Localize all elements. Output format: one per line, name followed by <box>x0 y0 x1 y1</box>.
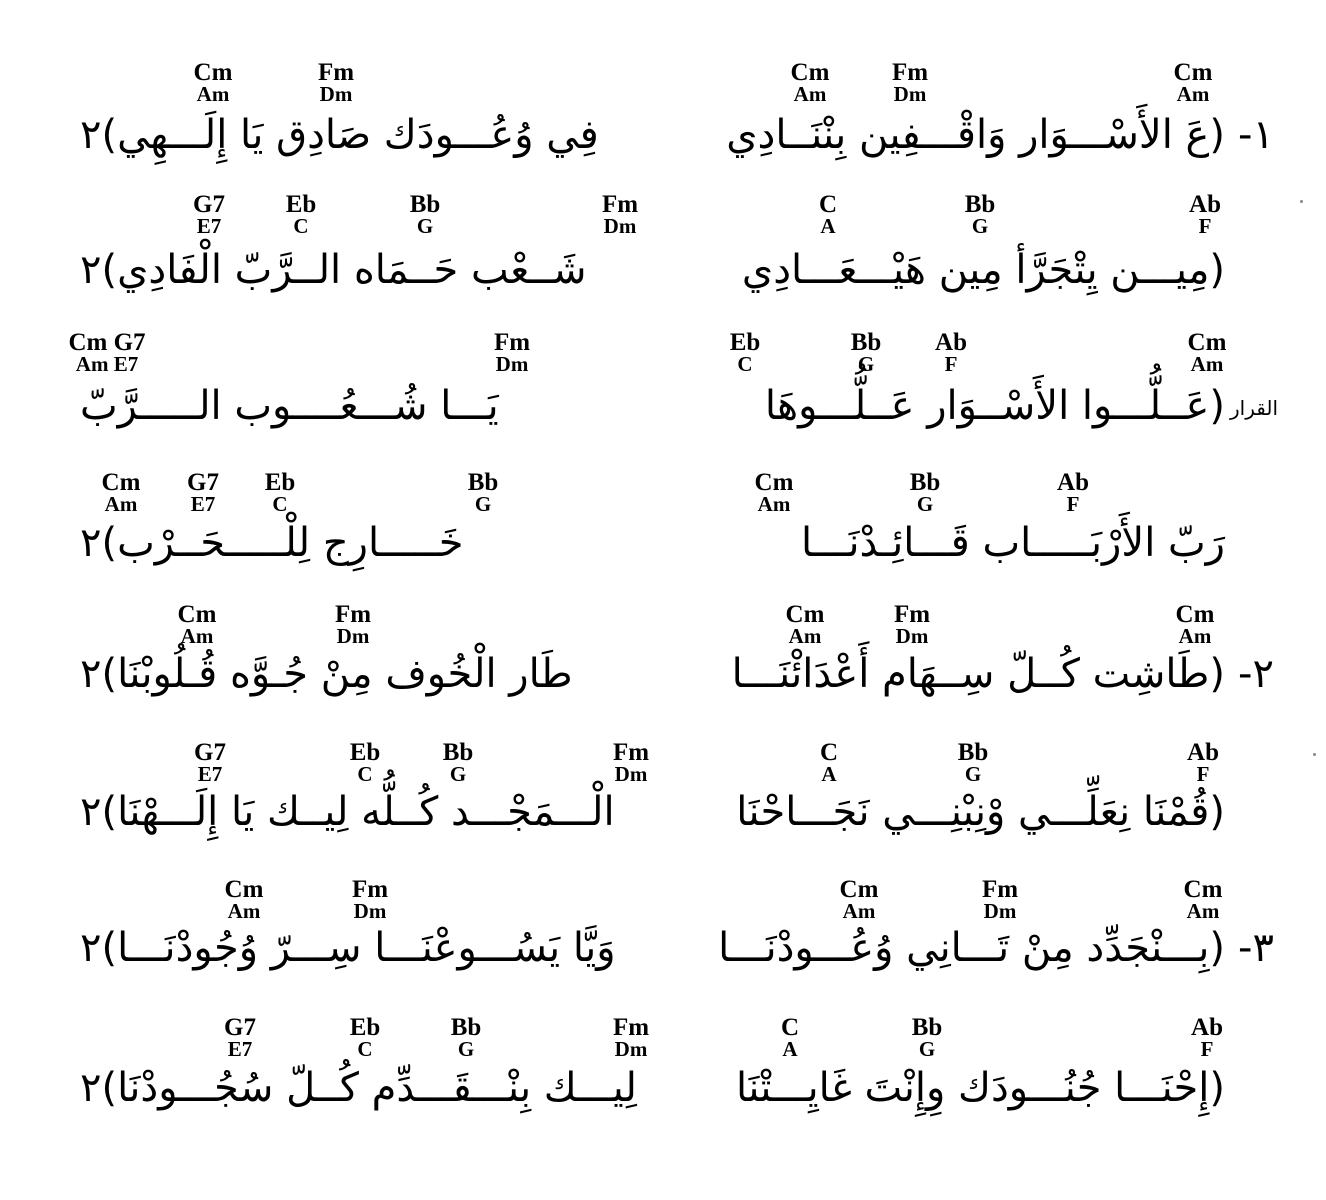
chord-name: Bb <box>850 329 882 356</box>
chord-transposed: C <box>293 214 309 238</box>
chord-transposed: Dm <box>319 82 353 106</box>
chord-name: Cm <box>1187 329 1227 356</box>
chord-name: Bb <box>957 739 989 766</box>
chord <box>1165 192 1245 237</box>
chord <box>826 330 906 375</box>
verse-number: ٣- <box>1238 925 1274 971</box>
chord-transposed: Dm <box>893 82 927 106</box>
chord-name: G7 <box>224 1014 256 1041</box>
chord-transposed: Dm <box>614 762 648 786</box>
chord-name: Bb <box>450 1014 482 1041</box>
chord-name: Cm G7 <box>68 329 146 356</box>
chord-name: Fm <box>893 601 931 628</box>
chord-name: Fm <box>891 59 929 86</box>
chord-name: Fm <box>981 876 1019 903</box>
chord <box>204 877 284 922</box>
lyric-line: لِيـــك بِنْـــقَـــدِّم كُــلّ سُجُـــودْنَا)٢ <box>80 1065 637 1111</box>
chord <box>313 602 393 647</box>
chord <box>940 192 1020 237</box>
chord-name: G7 <box>193 191 225 218</box>
chord-transposed: Am <box>757 492 791 516</box>
chord <box>170 740 250 785</box>
chord-name: Cm <box>1175 601 1215 628</box>
chord <box>885 470 965 515</box>
chord <box>325 1015 405 1060</box>
chord <box>750 1015 830 1060</box>
chord <box>81 470 161 515</box>
chord-transposed: Am <box>1178 624 1212 648</box>
chord-name: Fm <box>351 876 389 903</box>
chord-name: Cm <box>193 59 233 86</box>
chord-transposed: Am <box>1186 899 1220 923</box>
chord <box>157 602 237 647</box>
lyric-line: شَــعْب حَــمَاه الــرَّبّ الْفَادِي)٢ <box>80 247 587 293</box>
chord-name: Cm <box>754 469 794 496</box>
scan-speck <box>1300 200 1303 203</box>
chord <box>705 330 785 375</box>
chord-name: C <box>818 191 838 218</box>
lyric-line: (طَاشِت كُــلّ سِــهَام أَعْدَائْنَـــا <box>731 651 1225 697</box>
chord-name: Ab <box>1189 191 1221 218</box>
chord <box>173 60 253 105</box>
chord-name: Cm <box>790 59 830 86</box>
chord-transposed: G <box>857 352 875 376</box>
chord <box>789 740 869 785</box>
scan-speck <box>1313 753 1316 756</box>
chord-transposed: Am <box>227 899 261 923</box>
chord-name: Fm <box>612 739 650 766</box>
chord <box>933 740 1013 785</box>
lyric-line: (عَــلُّـــوا الأَسْــوَار عَــلُّـــوهَا <box>764 383 1225 429</box>
chord <box>1163 877 1243 922</box>
chord-name: Bb <box>964 191 996 218</box>
chord-transposed: F <box>944 352 958 376</box>
verse-number: ٢- <box>1238 651 1274 697</box>
chord <box>261 192 341 237</box>
chord <box>788 192 868 237</box>
chord-transposed: Dm <box>603 214 637 238</box>
chord-transposed: Dm <box>983 899 1017 923</box>
chord-transposed: Am <box>1190 352 1224 376</box>
lyric-line: (إِحْنَـــا جُنُـــودَك وِإِنْتَ غَايِـــتْنَا <box>736 1065 1225 1111</box>
chord-name: Cm <box>224 876 264 903</box>
chord <box>887 1015 967 1060</box>
chord-transposed: Dm <box>895 624 929 648</box>
chord-name: Cm <box>1183 876 1223 903</box>
lyric-line: وَيَّا يَسُـــوعْنَـــا سِـــرّ وُجُودْنَـــا)٢ <box>80 925 616 971</box>
chord <box>872 602 952 647</box>
chord-name: G7 <box>194 739 226 766</box>
chord-transposed: E7 <box>190 492 216 516</box>
chord-name: Bb <box>909 469 941 496</box>
chord-transposed: G <box>474 492 492 516</box>
chord-transposed: G <box>916 492 934 516</box>
chord-name: Fm <box>493 329 531 356</box>
chord-transposed: C <box>357 1037 373 1061</box>
chord-name: Eb <box>729 329 761 356</box>
chord-name: Cm <box>101 469 141 496</box>
chord-transposed: A <box>782 1037 798 1061</box>
chord-name: Bb <box>409 191 441 218</box>
lyric-line: خَـــــارِج لِلْـــــحَــرْب)٢ <box>80 520 464 566</box>
chord-transposed: F <box>1198 214 1212 238</box>
chord-name: Ab <box>935 329 967 356</box>
chord-name: Fm <box>317 59 355 86</box>
chord <box>911 330 991 375</box>
chord-name: C <box>780 1014 800 1041</box>
chord-transposed: Am <box>104 492 138 516</box>
chord-name: Eb <box>264 469 296 496</box>
chord <box>734 470 814 515</box>
chord <box>385 192 465 237</box>
chord-transposed: Am <box>1176 82 1210 106</box>
chord-name: Bb <box>911 1014 943 1041</box>
chord <box>819 877 899 922</box>
lyric-line: الْـــمَجْـــد كُــلُّه لِيــك يَا إِلَـــهْنَا)٢ <box>80 789 615 835</box>
chord-transposed: G <box>457 1037 475 1061</box>
lyric-line: يَـــا شُـــعُــــوب الـــــرَّبّ <box>80 383 499 429</box>
chord <box>960 877 1040 922</box>
chord-transposed: C <box>357 762 373 786</box>
chord <box>163 470 243 515</box>
chord-name: Cm <box>1173 59 1213 86</box>
verse-number: القرار <box>1230 396 1279 420</box>
chord <box>240 470 320 515</box>
lyric-line: (قُمْنَا نِعَلِّـــي وْنِبْنِـــي نَجَـــاحْنَا <box>736 789 1225 835</box>
chord <box>1033 470 1113 515</box>
chord <box>1167 330 1247 375</box>
chord <box>1163 740 1243 785</box>
chord-transposed: Dm <box>353 899 387 923</box>
chord-transposed: C <box>737 352 753 376</box>
chord-name: Fm <box>612 1014 650 1041</box>
chord-transposed: Am <box>180 624 214 648</box>
chord <box>426 1015 506 1060</box>
lyric-line: (بِـــنْجَدِّد مِنْ تَـــانِي وُعُـــودْنَـــا <box>718 925 1225 971</box>
chord-transposed: F <box>1200 1037 1214 1061</box>
chord <box>1153 60 1233 105</box>
chord-transposed: Dm <box>614 1037 648 1061</box>
chord-transposed: A <box>821 762 837 786</box>
lyric-line: طَار الْخُوف مِنْ جُـوَّه قُـلُوبْنَا)٢ <box>80 651 573 697</box>
chord-name: Bb <box>442 739 474 766</box>
chord-name: Ab <box>1191 1014 1223 1041</box>
chord-name: Ab <box>1187 739 1219 766</box>
chord <box>591 1015 671 1060</box>
chord <box>1155 602 1235 647</box>
chord-name: Cm <box>177 601 217 628</box>
chord <box>443 470 523 515</box>
chord <box>200 1015 280 1060</box>
chord-name: Fm <box>601 191 639 218</box>
chord-transposed: A <box>820 214 836 238</box>
chord-transposed: G <box>416 214 434 238</box>
chord <box>770 60 850 105</box>
chord-name: G7 <box>187 469 219 496</box>
chord-transposed: Am <box>793 82 827 106</box>
chord <box>1167 1015 1247 1060</box>
chord-transposed: Dm <box>495 352 529 376</box>
chord <box>325 740 405 785</box>
chord-transposed: C <box>272 492 288 516</box>
chord-transposed: E7 <box>196 214 222 238</box>
chord-transposed: E7 <box>197 762 223 786</box>
chord <box>418 740 498 785</box>
chord-transposed: Am E7 <box>75 352 139 376</box>
lyric-line: (عَ الأَسْـــوَار وَاقْـــفِين بِنْنَــادِي <box>726 112 1225 158</box>
chord <box>67 330 147 375</box>
lyric-line: رَبّ الأَرْبَـــــاب قَـــائِـدْنَـــا <box>800 520 1225 566</box>
chord-transposed: Am <box>788 624 822 648</box>
chord-transposed: Am <box>842 899 876 923</box>
lyric-line: (مِيـــن يِتْجَرَّأ مِين هَيْـــعَـــادِي <box>741 247 1225 293</box>
chord <box>870 60 950 105</box>
chord-name: C <box>819 739 839 766</box>
chord-transposed: F <box>1066 492 1080 516</box>
chord-transposed: G <box>918 1037 936 1061</box>
chord <box>580 192 660 237</box>
chord-name: Bb <box>467 469 499 496</box>
chord-name: Eb <box>349 739 381 766</box>
chord-transposed: G <box>449 762 467 786</box>
chord-transposed: E7 <box>227 1037 253 1061</box>
chord-transposed: Am <box>196 82 230 106</box>
chord <box>591 740 671 785</box>
chord-transposed: G <box>964 762 982 786</box>
lyric-line: فِي وُعُـــودَك صَادِق يَا إِلَـــهِي)٢ <box>80 112 599 158</box>
chord-transposed: G <box>971 214 989 238</box>
chord <box>472 330 552 375</box>
chord <box>169 192 249 237</box>
chord-transposed: Dm <box>336 624 370 648</box>
chord-name: Eb <box>285 191 317 218</box>
chord <box>296 60 376 105</box>
chord-transposed: F <box>1196 762 1210 786</box>
chord-name: Eb <box>349 1014 381 1041</box>
chord-name: Ab <box>1057 469 1089 496</box>
chord-name: Cm <box>839 876 879 903</box>
verse-number: ١- <box>1238 112 1274 158</box>
chord <box>330 877 410 922</box>
chord-name: Cm <box>785 601 825 628</box>
chord <box>765 602 845 647</box>
chord-name: Fm <box>334 601 372 628</box>
